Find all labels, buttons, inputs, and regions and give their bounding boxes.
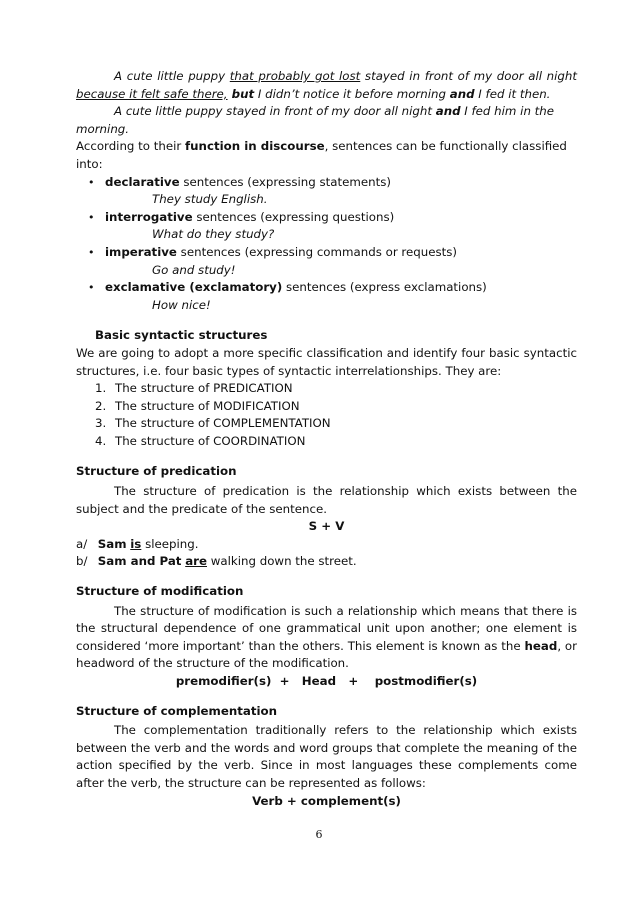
predication-example-a: a/ Sam is sleeping.: [76, 536, 199, 551]
bullet-icon: •: [88, 281, 95, 295]
bullet-icon: •: [88, 245, 95, 259]
example-text: Go and study!: [152, 262, 236, 277]
section-heading-complementation: Structure of complementation: [76, 703, 278, 718]
modification-text: The structure of modification is such a relationship which means that there is the structural dependence of one grammatical unit upon another; one element is considered ‘more important’ than the others. This element is known as the head, or headword of the structure of the modification.: [76, 603, 577, 671]
list-item: • imperative sentences (expressing commands or requests): [76, 244, 577, 262]
section-heading-basic-structures: Basic syntactic structures: [95, 328, 268, 343]
bullet-icon: •: [88, 210, 95, 224]
list-item: 4. The structure of COORDINATION: [95, 433, 306, 448]
document-page: [76, 68, 577, 810]
example-sentence-complex: A cute little puppy that probably got lost stayed in front of my door all night because it felt safe there, but I didn’t notice it before morning and I fed it then.: [76, 69, 577, 101]
list-item: 3. The structure of COMPLEMENTATION: [95, 416, 331, 431]
example-text: What do they study?: [152, 227, 275, 242]
predication-text: The structure of predication is the relationship which exists between the subject and the predicate of the sentence.: [76, 484, 577, 516]
page-number: 6: [315, 828, 323, 841]
list-item: • declarative sentences (expressing statements): [76, 174, 577, 192]
basic-structures-text: We are going to adopt a more specific classification and identify four basic syntactic structures, i.e. four basic types of syntactic interrelationships. They are:: [76, 345, 577, 378]
complementation-formula: Verb + complement(s): [252, 793, 401, 808]
structures-list: [76, 380, 577, 450]
list-item: • exclamative (exclamatory) sentences (express exclamations): [76, 279, 577, 297]
example-text: They study English.: [152, 192, 268, 207]
modification-formula: premodifier(s) + Head + postmodifier(s): [175, 674, 478, 688]
section-heading-predication: Structure of predication: [76, 464, 237, 479]
example-sentence-compound: A cute little puppy stayed in front of my door all night and I fed him in the morning.: [76, 104, 555, 136]
section-heading-modification: Structure of modification: [76, 584, 244, 599]
predication-example-b: b/ Sam and Pat are walking down the street.: [76, 554, 357, 569]
list-item: 2. The structure of MODIFICATION: [95, 398, 300, 413]
functional-classification-intro: According to their function in discourse, sentences can be functionally classified into:: [76, 139, 567, 171]
complementation-text: The complementation traditionally refers to the relationship which exists between the verb and the words and word groups that complete the meaning of the action specified by the verb. Since in most languages these complements come after the verb, the structure can be represented as follows:: [76, 723, 577, 790]
sentence-types-list: [76, 174, 577, 315]
list-item: • interrogative sentences (expressing questions): [76, 209, 577, 227]
example-text: How nice!: [152, 297, 211, 312]
predication-formula: S + V: [308, 519, 345, 534]
bullet-icon: •: [88, 175, 95, 189]
list-item: 1. The structure of PREDICATION: [95, 381, 293, 396]
